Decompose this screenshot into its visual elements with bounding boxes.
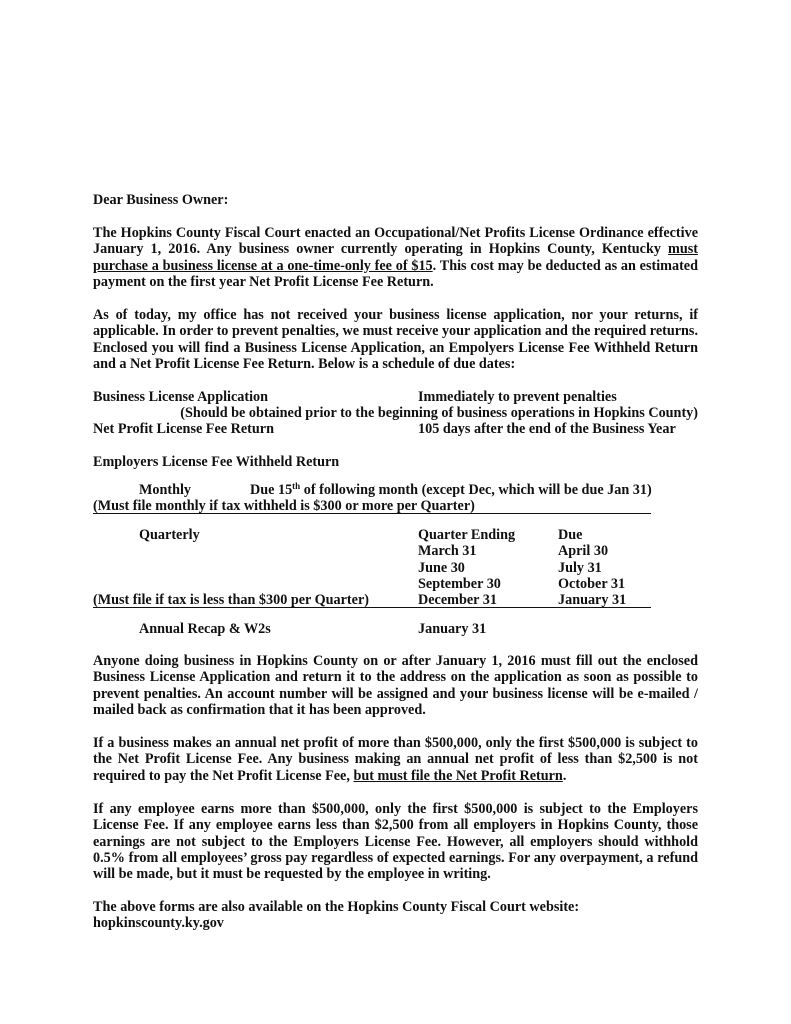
business-license-application-label: Business License Application — [93, 389, 269, 405]
monthly-label: Monthly — [139, 482, 192, 498]
paragraph-ordinance-underlined: must purchase a business license at a one-time-only fee of $15 — [93, 241, 698, 274]
paragraph-notice: As of today, my office has not received your business license application, nor your returns, if applicable. In order to prevent penalties, we must receive your application and the required returns. Enclosed you will find a Business License Application, an Empolyers License Fee Withheld Return and a Net Profit License Fee Return. Below is a schedule of due dates: — [93, 307, 698, 372]
paragraph-net-profit-text-a: If a business makes an annual net profit of more than $500,000, only the first $500,000 is subject to the Net Profit License Fee. Any business making an annual net profit of less than $2,500 is not required to pay the Net Profit License Fee, — [93, 735, 698, 784]
salutation: Dear Business Owner: — [93, 192, 229, 208]
due-cell: January 31 — [558, 592, 627, 608]
quarter-ending-cell: December 31 — [418, 592, 497, 608]
paragraph-ordinance — [93, 225, 698, 290]
monthly-due-text-b: of following month (except Dec, which will be due Jan 31) — [300, 482, 652, 498]
monthly-due-superscript: th — [292, 481, 301, 491]
quarterly-note: (Must file if tax is less than $300 per Quarter) — [93, 592, 369, 608]
quarter-ending-cell: March 31 — [418, 543, 477, 559]
quarter-ending-cell: September 30 — [418, 576, 501, 592]
monthly-due — [250, 482, 652, 498]
footer-website: hopkinscounty.ky.gov — [93, 915, 224, 931]
annual-recap-due: January 31 — [418, 621, 487, 637]
quarter-ending-cell: June 30 — [418, 560, 465, 576]
due-cell: April 30 — [558, 543, 609, 559]
quarterly-label: Quarterly — [139, 527, 200, 543]
monthly-rule — [93, 513, 651, 514]
monthly-note: (Must file monthly if tax withheld is $300 or more per Quarter) — [93, 498, 475, 514]
net-profit-return-label: Net Profit License Fee Return — [93, 421, 274, 437]
due-cell: July 31 — [558, 560, 602, 576]
paragraph-ordinance-text-a: The Hopkins County Fiscal Court enacted an Occupational/Net Profits License Ordinance effective January 1, 2016. Any business owner currently operating in Hopkins County, Kentucky — [93, 225, 698, 258]
business-license-application-note: (Should be obtained prior to the beginning of business operations in Hopkins County) — [180, 405, 698, 421]
quarter-ending-header: Quarter Ending — [418, 527, 516, 543]
due-header: Due — [558, 527, 583, 543]
paragraph-ordinance-text-b: . This cost may be deducted as an estimated payment on the first year Net Profit License Fee Return. — [93, 257, 698, 290]
paragraph-employee-earnings: If any employee earns more than $500,000, only the first $500,000 is subject to the Employers License Fee. If any employee earns less than $2,500 from all employers in Hopkins County, those earnings are not subject to the Employers License Fee. However, all employers should withhold 0.5% from all employees’ gross pay regardless of expected earnings. For any overpayment, a refund will be made, but it must be requested by the employee in writing. — [93, 801, 698, 883]
net-profit-return-due: 105 days after the end of the Business Year — [418, 421, 676, 437]
paragraph-net-profit-text-b: . — [562, 767, 567, 784]
paragraph-application: Anyone doing business in Hopkins County on or after January 1, 2016 must fill out the enclosed Business License Application and return it to the address on the application as soon as possible to prevent penalties. An account number will be assigned and your business license will be e-mailed / mailed back as confirmation that it has been approved. — [93, 653, 698, 718]
business-license-application-due: Immediately to prevent penalties — [418, 389, 617, 405]
footer-forms-line: The above forms are also available on the Hopkins County Fiscal Court website: — [93, 899, 580, 915]
paragraph-net-profit — [93, 735, 698, 784]
monthly-due-text-a: Due 15 — [250, 482, 293, 498]
annual-recap-label: Annual Recap & W2s — [139, 621, 271, 637]
employers-heading: Employers License Fee Withheld Return — [93, 454, 340, 470]
paragraph-net-profit-underlined: but must file the Net Profit Return — [353, 767, 563, 784]
quarterly-rule — [93, 607, 651, 608]
due-cell: October 31 — [558, 576, 626, 592]
